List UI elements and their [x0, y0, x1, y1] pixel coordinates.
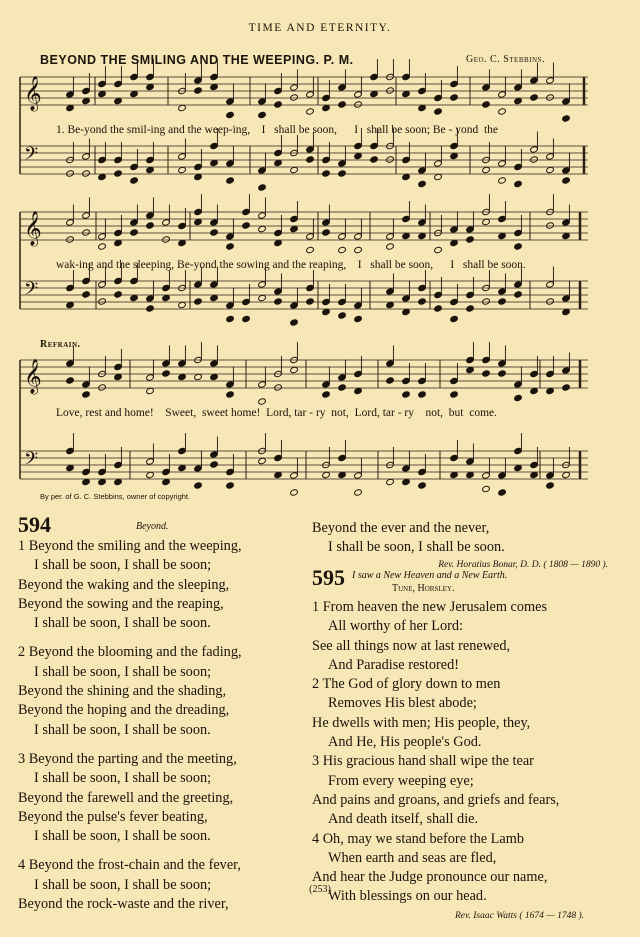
stanza: [18, 750, 308, 846]
tune-title: BEYOND THE SMILING AND THE WEEPING. P. M.: [40, 53, 354, 67]
verse-line: Beyond the shining and the shading,: [18, 683, 227, 700]
verse-line: 1 Beyond the smiling and the weeping,: [18, 538, 242, 554]
verse-line: I shall be soon, I shall be soon;: [34, 770, 212, 787]
bass-clef-icon: 𝄢: [24, 279, 39, 304]
verse-line: 3 Beyond the parting and the meeting,: [18, 750, 237, 767]
hymn-number: 594: [18, 512, 51, 537]
verse-line: I shall be soon, I shall be soon.: [34, 828, 211, 845]
verse-line: Beyond the sowing and the reaping,: [18, 595, 224, 612]
stanza: [18, 643, 308, 739]
verse-line: Beyond the ever and the never,: [312, 520, 490, 536]
tune-name: Tune, Horsley.: [392, 583, 455, 594]
verse-line: I shall be soon, I shall be soon.: [328, 539, 505, 556]
hymn-595: [312, 565, 632, 921]
verse-line: He dwells with men; His people, they,: [312, 714, 531, 731]
composer: Geo. C. Stebbins.: [466, 54, 545, 65]
stanza: [18, 537, 308, 633]
hymn-subtitle: Beyond.: [136, 521, 169, 532]
page-number: (253): [309, 884, 331, 895]
stanza: [312, 830, 632, 907]
hymn-594-continuation: [312, 519, 632, 570]
lyrics-line-2: wak-ing and the sleeping, Be-yond the sowing and the reaping, I shall be soon, I shall be soon.: [56, 259, 526, 271]
stanza: [312, 752, 632, 829]
verse-line: Beyond the rock-waste and the river,: [18, 896, 229, 913]
verse-line: I shall be soon, I shall be soon;: [34, 663, 212, 680]
hymn-594: [18, 512, 308, 914]
verse-line: Beyond the hoping and the dreading,: [18, 702, 230, 719]
bass-clef-icon: 𝄢: [24, 449, 39, 474]
treble-clef-icon: 𝄞: [24, 359, 42, 394]
refrain-label: Refrain.: [40, 339, 81, 350]
verse-line: 3 His gracious hand shall wipe the tear: [312, 753, 534, 770]
verse-line: And He, His people's God.: [328, 734, 482, 751]
verse-line: And hear the Judge pronounce our name,: [312, 869, 548, 886]
verse-line: Beyond the farewell and the greeting,: [18, 789, 234, 806]
verse-line: I shall be soon, I shall be soon;: [34, 876, 212, 893]
copyright-note: By per. of G. C. Stebbins, owner of copyright.: [40, 492, 191, 501]
treble-clef-icon: 𝄞: [24, 76, 42, 111]
bass-clef-icon: 𝄢: [24, 144, 39, 169]
author-595: Rev. Isaac Watts ( 1674 — 1748 ).: [454, 910, 584, 921]
verse-line: And Paradise restored!: [328, 656, 460, 673]
verse-line: 1 From heaven the new Jerusalem comes: [312, 599, 548, 615]
verse-line: 4 Oh, may we stand before the Lamb: [312, 830, 525, 847]
verse-line: From every weeping eye;: [328, 772, 474, 789]
lyrics-line-1: 1. Be-yond the smil-ing and the weep-ing, I shall be soon, I shall be soon; Be - yond the: [56, 124, 499, 136]
verse-line: And death itself, shall die.: [328, 811, 479, 828]
verse-line: 4 Beyond the frost-chain and the fever,: [18, 857, 241, 874]
verse-line: I shall be soon, I shall be soon;: [34, 557, 212, 574]
verse-line: When earth and seas are fled,: [328, 849, 497, 866]
verse-line: All worthy of her Lord:: [328, 618, 463, 635]
hymn-594-text: [18, 537, 308, 914]
author-594: Rev. Horatius Bonar, D. D. ( 1808 — 1890 ).: [438, 559, 608, 570]
verse-line: 2 Beyond the blooming and the fading,: [18, 644, 242, 661]
stanza: [312, 675, 632, 752]
lyrics-line-3: Love, rest and home! Sweet, sweet home! Lord, tar - ry not, Lord, tar - ry not, but come.: [56, 407, 498, 419]
treble-clef-icon: 𝄞: [24, 211, 42, 246]
verse-line: And pains and groans, and griefs and fears,: [312, 791, 560, 808]
hymn-595-text: [312, 598, 632, 907]
verse-line: Beyond the waking and the sleeping,: [18, 576, 230, 593]
hymn-subtitle: I saw a New Heaven and a New Earth.: [352, 570, 508, 581]
verse-line: With blessings on our head.: [328, 888, 487, 905]
verse-line: I shall be soon, I shall be soon.: [34, 721, 211, 738]
verse-line: See all things now at last renewed,: [312, 637, 511, 654]
hymn-number: 595: [312, 565, 345, 590]
verse-line: Beyond the pulse's fever beating,: [18, 808, 208, 825]
verse-line: 2 The God of glory down to men: [312, 676, 501, 693]
stanza: [312, 598, 632, 675]
page-header: TIME AND ETERNITY.: [248, 22, 392, 34]
verse-line: I shall be soon, I shall be soon.: [34, 615, 211, 632]
verse-line: Removes His blest abode;: [328, 695, 477, 712]
